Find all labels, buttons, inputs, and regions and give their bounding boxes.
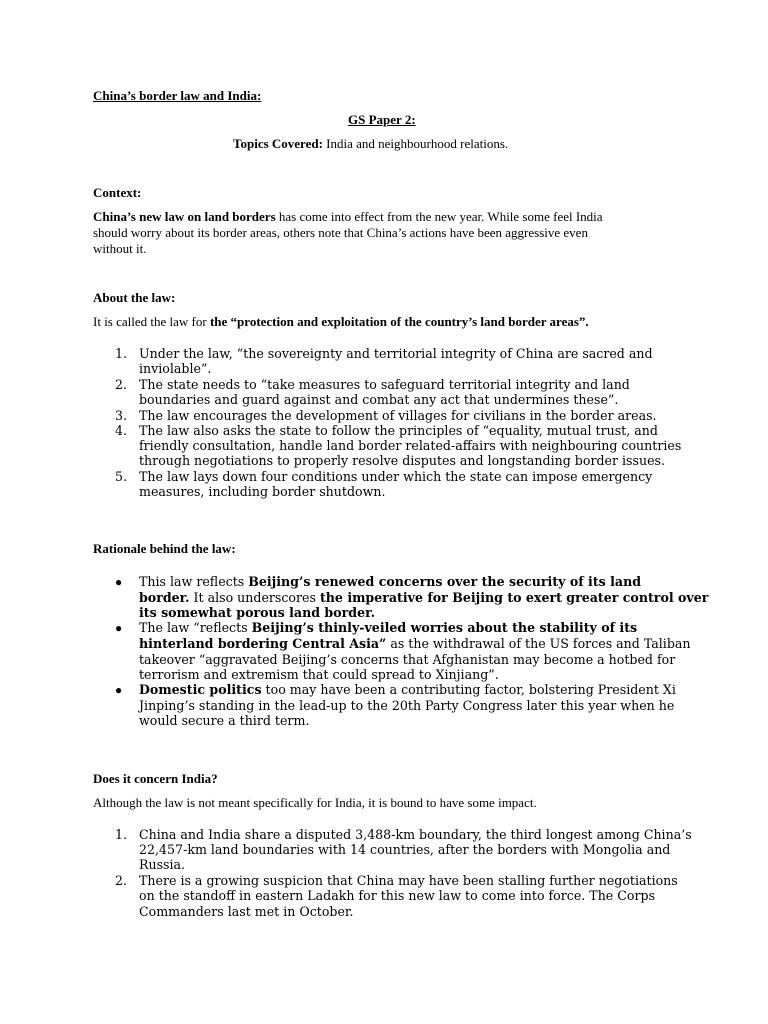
context-line-1 [93, 209, 603, 225]
rationale-b2-line-3: takeover “aggravated Beijing’s concerns that Afghanistan may become a hotbed for [139, 652, 676, 667]
list-item-line: Commanders last met in October. [139, 904, 354, 919]
list-item-line: The law also asks the state to follow the principles of “equality, mutual trust, and [139, 423, 658, 438]
topics-value: India and neighbourhood relations. [322, 136, 509, 151]
context-line-2: should worry about its border areas, others note that China’s actions have been aggressive even [93, 225, 588, 240]
about-intro-bold: the “protection and exploitation of the country’s land border areas”. [209, 314, 589, 329]
rationale-b3-line-1 [139, 682, 676, 697]
bullet-icon: ● [115, 621, 123, 635]
document-title: China’s border law and India: [93, 88, 262, 103]
list-item-line: The state needs to “take measures to safeguard territorial integrity and land [139, 377, 630, 392]
rationale-b1-line-3 [139, 605, 375, 620]
list-number: 1. [115, 827, 128, 842]
bullet-icon: ● [115, 575, 123, 589]
concern-heading: Does it concern India? [93, 771, 218, 786]
topics-covered [233, 136, 508, 152]
about-heading: About the law: [93, 290, 176, 305]
context-bold: China’s new law on land borders [93, 209, 276, 224]
text-run-bold: its somewhat porous land border. [139, 605, 375, 620]
list-item-line: through negotiations to properly resolve disputes and longstanding border issues. [139, 453, 665, 468]
list-item-line: Under the law, “the sovereignty and territorial integrity of China are sacred and [139, 346, 653, 361]
list-item-line: boundaries and guard against and combat any act that undermines these”. [139, 392, 619, 407]
list-item-line: The law lays down four conditions under which the state can impose emergency [139, 469, 653, 484]
text-run: too may have been a contributing factor, bolstering President Xi [261, 682, 676, 697]
text-run: as the withdrawal of the US forces and Taliban [386, 636, 691, 651]
list-item-line: inviolable”. [139, 361, 212, 376]
text-run: The law “reflects [139, 620, 252, 635]
rationale-b2-line-1 [139, 620, 637, 635]
text-run-bold: border. [139, 590, 190, 605]
list-item-line: on the standoff in eastern Ladakh for this new law to come into force. The Corps [139, 888, 656, 903]
rationale-b1-line-2 [139, 590, 708, 605]
text-run-bold: hinterland bordering Central Asia” [139, 636, 387, 651]
list-number: 3. [115, 408, 128, 423]
text-run-bold: Beijing’s renewed concerns over the security of its land [248, 574, 642, 589]
gs-paper-heading: GS Paper 2: [348, 112, 416, 127]
text-run-bold: the imperative for Beijing to exert greater control over [319, 590, 709, 605]
rationale-b2-line-2 [139, 636, 691, 651]
list-number: 4. [115, 423, 128, 438]
list-item-line: Russia. [139, 857, 186, 872]
text-run-bold: Domestic politics [139, 682, 262, 697]
rationale-b2-line-4: terrorism and extremism that could spread to Xinjiang”. [139, 667, 499, 682]
list-item-line: friendly consultation, handle land border related-affairs with neighbouring countries [139, 438, 682, 453]
concern-intro: Although the law is not meant specifically for India, it is bound to have some impact. [93, 795, 537, 810]
about-intro-plain: It is called the law for [93, 314, 210, 329]
about-intro [93, 314, 589, 330]
list-number: 2. [115, 873, 128, 888]
topics-label: Topics Covered: [233, 136, 323, 151]
text-run-bold: Beijing’s thinly-veiled worries about the stability of its [251, 620, 638, 635]
list-item-line: measures, including border shutdown. [139, 484, 386, 499]
list-number: 2. [115, 377, 128, 392]
list-item-line: China and India share a disputed 3,488-km boundary, the third longest among China’s [139, 827, 692, 842]
bullet-icon: ● [115, 683, 123, 697]
rationale-heading: Rationale behind the law: [93, 541, 236, 556]
context-heading: Context: [93, 185, 142, 200]
list-number: 5. [115, 469, 128, 484]
list-item-line: The law encourages the development of villages for civilians in the border areas. [139, 408, 657, 423]
list-number: 1. [115, 346, 128, 361]
text-run: This law reflects [139, 574, 249, 589]
text-run: It also underscores [189, 590, 320, 605]
context-line-1-rest: has come into effect from the new year. While some feel India [275, 209, 603, 224]
context-line-3: without it. [93, 241, 147, 256]
list-item-line: 22,457-km land boundaries with 14 countries, after the borders with Mongolia and [139, 842, 671, 857]
rationale-b3-line-2: Jinping’s standing in the lead-up to the 20th Party Congress later this year when he [139, 698, 675, 713]
rationale-b3-line-3: would secure a third term. [139, 713, 310, 728]
list-item-line: There is a growing suspicion that China may have been stalling further negotiations [139, 873, 678, 888]
rationale-b1-line-1 [139, 574, 641, 589]
